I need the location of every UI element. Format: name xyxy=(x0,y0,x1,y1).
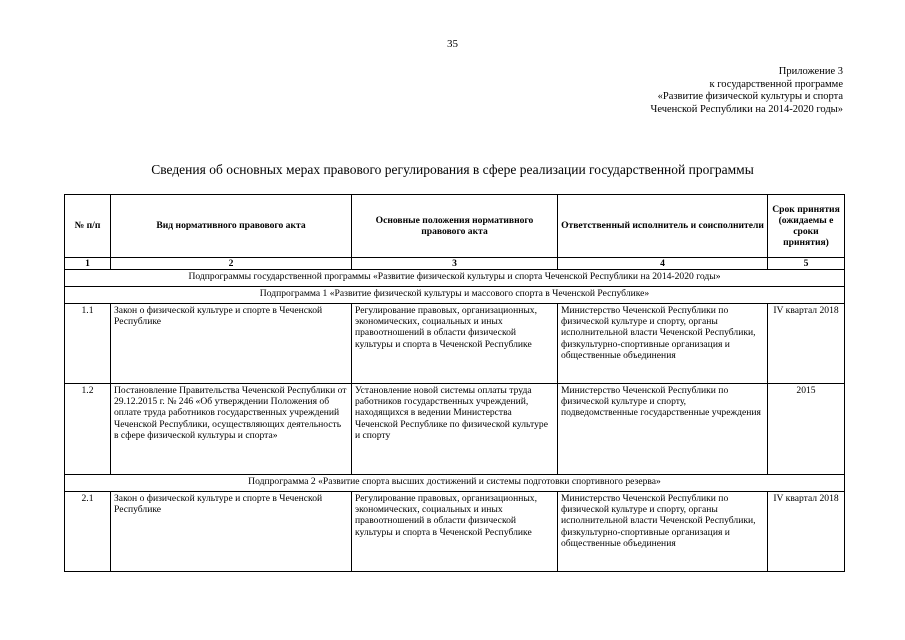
row-executor: Министерство Чеченской Республики по физической культуре и спорту, органы исполнительной власти Чеченской Республики, физкультурно-спортивные организация и общественные объединения xyxy=(558,304,768,384)
table-row xyxy=(65,384,845,475)
subprogram-row xyxy=(65,475,845,492)
appendix-line: «Развитие физической культуры и спорта xyxy=(657,91,843,102)
header-cell-act: Вид нормативного правового акта xyxy=(111,195,352,258)
row-act: Закон о физической культуре и спорте в Чеченской Республике xyxy=(111,304,352,384)
section-title: Подпрограммы государственной программы «Развитие физической культуры и спорта Чеченской Республики на 2014-2020 годы» xyxy=(65,270,845,287)
row-term: 2015 xyxy=(768,384,845,475)
appendix-line: к государственной программе xyxy=(709,78,843,90)
row-provisions: Установление новой системы оплаты труда работников государственных учреждений, находящихся в ведении Министерства Чеченской Республике по физической культуре и спорту xyxy=(352,384,558,475)
row-term: IV квартал 2018 xyxy=(768,304,845,384)
header-cell-provisions: Основные положения нормативного правового акта xyxy=(352,195,558,258)
column-numbers-row xyxy=(65,258,845,270)
row-act: Закон о физической культуре и спорте в Чеченской Республике xyxy=(111,492,352,572)
row-number: 2.1 xyxy=(65,492,111,572)
row-executor: Министерство Чеченской Республики по физической культуре и спорту, органы исполнительной власти Чеченской Республики, физкультурно-спортивные организация и общественные объединения xyxy=(558,492,768,572)
header-cell-term: Срок принятия (ожидаемы е сроки принятия) xyxy=(768,195,845,258)
table-row xyxy=(65,492,845,572)
table-row xyxy=(65,304,845,384)
table-header-row xyxy=(65,195,845,258)
subprogram-row xyxy=(65,287,845,304)
measures-table xyxy=(64,194,845,572)
column-number: 4 xyxy=(558,258,768,270)
section-row xyxy=(65,270,845,287)
subprogram-2-title: Подпрограмма 2 «Развитие спорта высших достижений и системы подготовки спортивного резерва» xyxy=(65,475,845,492)
appendix-line: Чеченской Республики на 2014-2020 годы» xyxy=(650,103,843,115)
row-act: Постановление Правительства Чеченской Республики от 29.12.2015 г. № 246 «Об утверждении Положения об оплате труда работников государственных учреждений Чеченской Республики, осуществляющих деятельность в сфере физической культуры и спорта» xyxy=(111,384,352,475)
column-number: 2 xyxy=(111,258,352,270)
row-number: 1.2 xyxy=(65,384,111,475)
header-cell-executor: Ответственный исполнитель и соисполнители xyxy=(558,195,768,258)
subprogram-1-title: Подпрограмма 1 «Развитие физической культуры и массового спорта в Чеченской Республике» xyxy=(65,287,845,304)
page-number: 35 xyxy=(447,38,458,50)
header-cell-num: № п/п xyxy=(65,195,111,258)
row-provisions: Регулирование правовых, организационных, экономических, социальных и иных правоотношений в области физической культуры и спорта в Чеченской Республике xyxy=(352,492,558,572)
appendix-line: Приложение 3 xyxy=(778,66,843,77)
column-number: 3 xyxy=(352,258,558,270)
column-number: 1 xyxy=(65,258,111,270)
row-executor: Министерство Чеченской Республики по физической культуре и спорту, подведомственные государственные учреждения xyxy=(558,384,768,475)
row-provisions: Регулирование правовых, организационных, экономических, социальных и иных правоотношений в области физической культуры и спорта в Чеченской Республике xyxy=(352,304,558,384)
appendix-block xyxy=(651,66,843,116)
row-number: 1.1 xyxy=(65,304,111,384)
row-term: IV квартал 2018 xyxy=(768,492,845,572)
column-number: 5 xyxy=(768,258,845,270)
document-title: Сведения об основных мерах правового регулирования в сфере реализации государственной программы xyxy=(151,162,754,177)
